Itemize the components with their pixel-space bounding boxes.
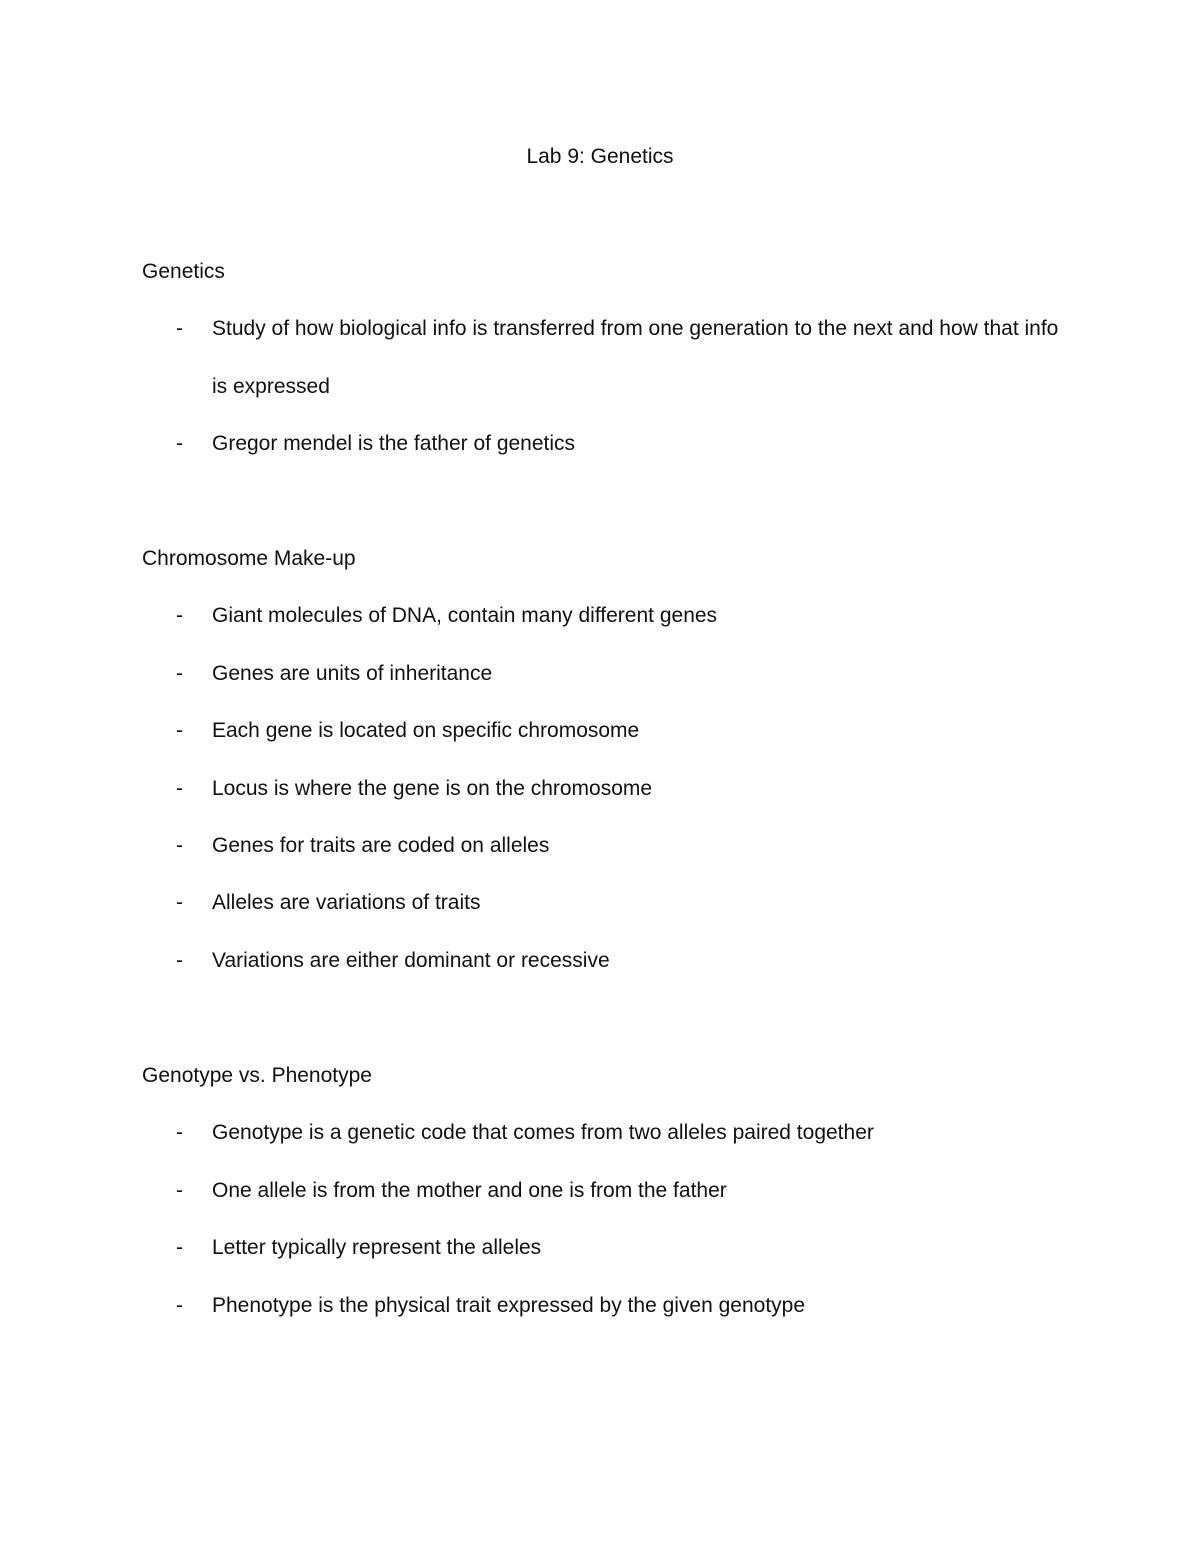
list-item-text: Genes for traits are coded on alleles [212, 834, 550, 857]
bullet-marker: - [176, 662, 183, 685]
list-item [142, 1104, 1062, 1162]
bullet-marker: - [176, 432, 183, 455]
list-item-text: Each gene is located on specific chromosome [212, 719, 640, 742]
list-item [142, 587, 1062, 645]
section-heading-genetics: Genetics [142, 260, 225, 283]
list-item [142, 702, 1062, 760]
bullet-marker: - [176, 834, 183, 857]
bullet-marker: - [176, 891, 183, 914]
list-item-text: Alleles are variations of traits [212, 891, 481, 914]
list-item-text: One allele is from the mother and one is from the father [212, 1179, 727, 1202]
list-item-text: Locus is where the gene is on the chromosome [212, 777, 653, 800]
list-item [142, 932, 1062, 990]
list-item [142, 760, 1062, 818]
list-item-text: Genes are units of inheritance [212, 662, 493, 685]
bullet-marker: - [176, 719, 183, 742]
list-item-text: Variations are either dominant or recessive [212, 949, 610, 972]
list-item [142, 1277, 1062, 1335]
bullet-marker: - [176, 317, 183, 340]
list-item-text: Genotype is a genetic code that comes from two alleles paired together [212, 1121, 874, 1144]
bullet-marker: - [176, 949, 183, 972]
list-item [142, 415, 1062, 473]
bullet-marker: - [176, 1236, 183, 1259]
bullet-marker: - [176, 777, 183, 800]
list-item [142, 874, 1062, 932]
list-item-text: Letter typically represent the alleles [212, 1236, 542, 1259]
list-item [142, 300, 1062, 416]
list-item [142, 817, 1062, 875]
list-item [142, 1162, 1062, 1220]
bullet-marker: - [176, 1121, 183, 1144]
page-title: Lab 9: Genetics [526, 145, 674, 168]
bullet-marker: - [176, 1294, 183, 1317]
section-heading-genotype-vs-phenotype: Genotype vs. Phenotype [142, 1064, 372, 1087]
list-item [142, 1219, 1062, 1277]
list-item [142, 645, 1062, 703]
section-heading-chromosome-make-up: Chromosome Make-up [142, 547, 356, 570]
list-item-text: Phenotype is the physical trait expressed by the given genotype [212, 1294, 806, 1317]
list-item-text: Giant molecules of DNA, contain many different genes [212, 604, 718, 627]
list-item-text: Gregor mendel is the father of genetics [212, 432, 576, 455]
bullet-marker: - [176, 1179, 183, 1202]
list-item-text: Study of how biological info is transferred from one generation to the next and how that info is expressed [212, 317, 1059, 398]
bullet-marker: - [176, 604, 183, 627]
